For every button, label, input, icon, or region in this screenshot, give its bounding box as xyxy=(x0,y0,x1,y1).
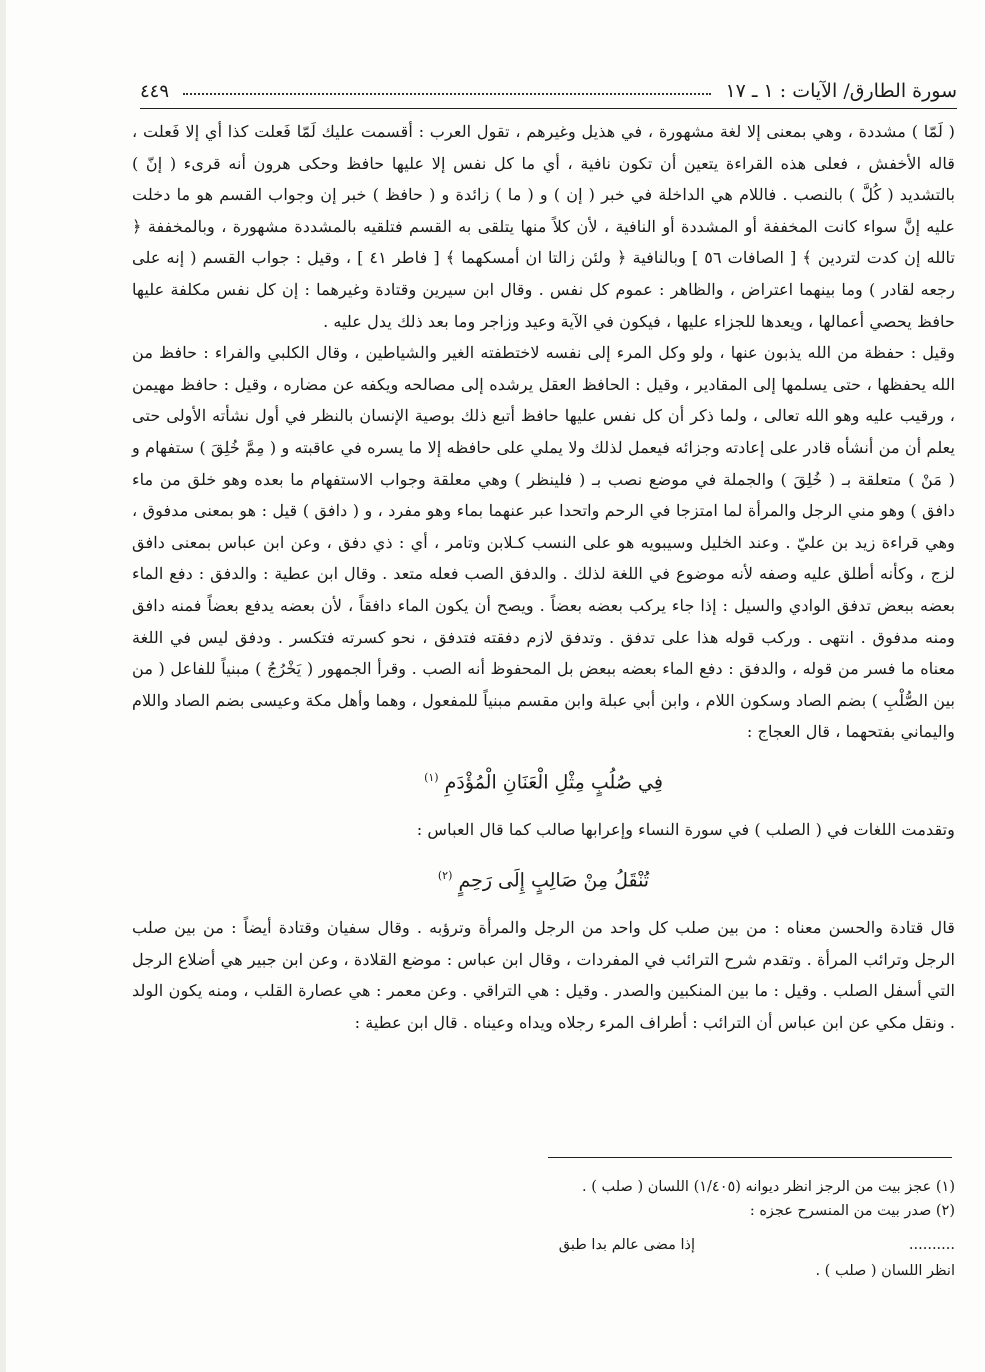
footnote-2: (٢) صدر بيت من المنسرح عجزه : xyxy=(749,1203,955,1219)
verse-2 xyxy=(132,856,955,900)
header-title: سورة الطارق/ الآيات : ١ ـ ١٧ xyxy=(725,80,957,102)
running-header xyxy=(140,72,957,109)
footnote-2-verse xyxy=(132,1231,955,1259)
footnote-1: (١) عجز بيت من الرجز انظر ديوانه (١/٤٠٥) اللسان ( صلب ) . xyxy=(582,1179,955,1195)
main-text xyxy=(132,116,955,1039)
verse-2-footnote-ref[interactable]: (٢) xyxy=(437,868,453,882)
footnotes xyxy=(132,1175,955,1283)
page-number: ٤٤٩ xyxy=(140,81,170,102)
paragraph-3: وتقدمت اللغات في ( الصلب ) في سورة النساء وإعرابها صالب كما قال العباس : xyxy=(416,820,955,840)
footnote-2-verse-dots: .......... xyxy=(908,1237,955,1253)
header-leader-dots xyxy=(183,93,711,95)
verse-1-footnote-ref[interactable]: (١) xyxy=(424,770,439,784)
verse-1 xyxy=(132,758,955,802)
paragraph-4: قال قتادة والحسن معناه : من بين صلب كل واحد من الرجل والمرأة وترؤبه . وقال سفيان وقتادة أيضاً : من بين صلب الرجل وترائب المرأة . وتقدم شرح الترائب في المفردات ، وقال ابن عباس : موضع القلادة ، وعن ابن جبير هي أضلاع الرجل التي أسفل الصلب . وقيل : ما بين المنكبين والصدر . وقيل : هي التراقي . وعن معمر : هي عصارة القلب ، ومنه يكون الولد . ونقل مكي عن ابن عباس أن الترائب : أطراف المرء رجلاه ويداه وعيناه . قال ابن عطية : xyxy=(132,918,955,1032)
footnote-2-verse-hemistich: إذا مضى عالم بدا طبق xyxy=(558,1237,695,1253)
verse-2-text: تُنْقَلُ مِنْ صَالِبٍ إِلَى رَحِمٍ xyxy=(458,869,650,892)
footnote-divider xyxy=(548,1157,952,1158)
paragraph-1: ( لَمّا ) مشددة ، وهي بمعنى إلا لغة مشهورة ، في هذيل وغيرهم ، تقول العرب : أقسمت عليك لَمّا فَعلت كذا أي إلا فَعلت ، قاله الأخفش ، فعلى هذه القراءة يتعين أن تكون نافية ، أي ما كل نفس إلا عليها حافظ وحكى هرون أنه قرىء ( إنّ ) بالتشديد ( كُلَّ ) بالنصب . فاللام هي الداخلة في خبر ( إن ) و ( ما ) زائدة و ( حافظ ) خبر إن وجواب القسم هو ما دخلت عليه إنَّ سواء كانت المخففة أو المشددة أو النافية ، لأن كلاً منها يتلقى به القسم فتلقيه بالمشددة مشهورة ، وبالمخففة ﴿ تالله إن كدت لتردين ﴾ [ الصافات ٥٦ ] وبالنافية ﴿ ولئن زالتا ان أمسكهما ﴾ [ فاطر ٤١ ] ، وقيل : جواب القسم ( إنه على رجعه لقادر ) وما بينهما اعتراض ، والظاهر : عموم كل نفس . وقال ابن سيرين وقتادة وغيرهما : إن كل نفس مكلفة عليها حافظ يحصي أعمالها ، ويعدها للجزاء عليها ، فيكون في الآية وعيد وزاجر وما بعد ذلك يدل عليه . xyxy=(132,122,955,331)
footnote-3: انظر اللسان ( صلب ) . xyxy=(815,1263,955,1279)
paragraph-2: وقيل : حفظة من الله يذبون عنها ، ولو وكل المرء إلى نفسه لاختطفته الغير والشياطين ، وقال الكلبي والفراء : حافظ من الله يحفظها ، حتى يسلمها إلى المقادير ، وقيل : الحافظ العقل يرشده إلى مصالحه ويكفه عن مضاره ، وقيل : حافظ مهيمن ، ورقيب عليه وهو الله تعالى ، ولما ذكر أن كل نفس عليها حافظ أتبع ذلك بوصية الإنسان بالنظر في أول نشأته الأولى حتى يعلم أن من أنشأه قادر على إعادته وجزائه فيعمل لذلك ولا يملي على حافظه إلا ما يسره في عاقبته و ( مِمَّ خُلِقَ ) ستفهام و ( مَنْ ) متعلقة بـ ( خُلِقَ ) والجملة في موضع نصب بـ ( فلينظر ) وهي معلقة وجواب الاستفهام ما بعده وهو خلق من ماء دافق ) وهو مني الرجل والمرأة لما امتزجا في الرحم واتحدا عبر عنهما بماء وهو مفرد ، و ( دافق ) قيل : هو بمعنى مدفوق ، وهي قراءة زيد بن عليّ . وعند الخليل وسيبويه هو على النسب كـلابن وتامر ، أي : ذي دفق ، وعن ابن عباس بمعنى دافق لزج ، وكأنه أطلق عليه وصفه لأنه موضوع في اللغة لذلك . والدفق الصب فعله متعد . وقال ابن عطية : والدفق : دفع الماء بعضه ببعض تدفق الوادي والسيل : إذا جاء يركب بعضه بعضاً . ويصح أن يكون الماء دافقاً ، لأن بعضه يدفع بعضاً فمنه دافق ومنه مدفوق . انتهى . وركب قوله هذا على تدفق . وتدفق لازم دفقته فتدفق ، نحو كسرته فتكسر . ودفق ليس في اللغة معناه ما فسر من قوله ، والدفق : دفع الماء بعضه ببعض بل المحفوظ أنه الصب . وقرأ الجمهور ( يَخْرُجُ ) مبنياً للفاعل ( من بين الصُّلْبِ ) بضم الصاد وسكون اللام ، وابن أبي عبلة وابن مقسم مبنياً للمفعول ، وهما وأهل مكة وعيسى بضم الصاد واللام واليماني بفتحهما ، قال العجاج : xyxy=(132,343,955,742)
scan-edge xyxy=(0,0,6,1372)
verse-1-text: فِي صُلُبٍ مِثْلِ الْعَنَانِ الْمُؤْدَمِ xyxy=(444,771,663,794)
